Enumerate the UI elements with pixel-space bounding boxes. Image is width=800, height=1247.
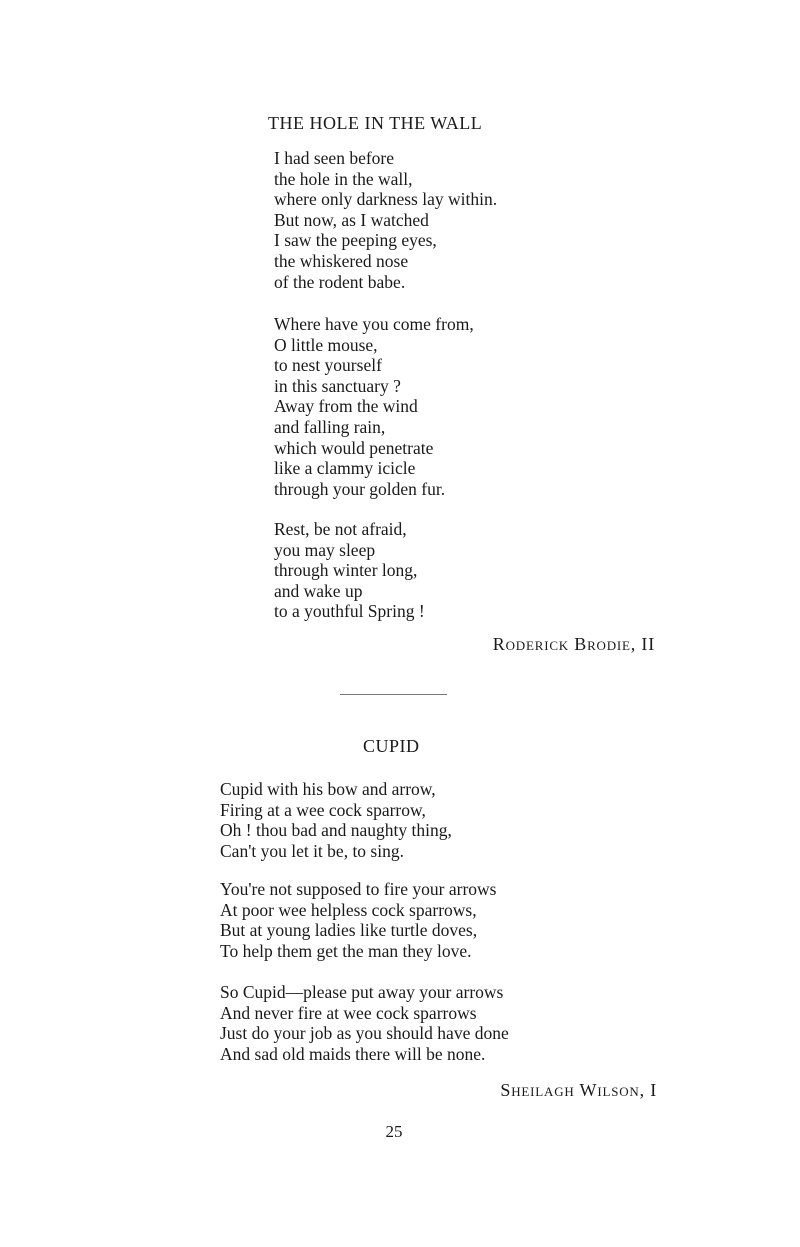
poem-line: and wake up bbox=[274, 580, 363, 601]
poem-stanza bbox=[274, 148, 497, 292]
poem-line: the hole in the wall, bbox=[274, 168, 413, 189]
poem-line: Cupid with his bow and arrow, bbox=[220, 779, 436, 799]
poem-line: O little mouse, bbox=[274, 334, 378, 355]
poem-line: where only darkness lay within. bbox=[274, 189, 498, 210]
poem-line: Away from the wind bbox=[274, 396, 418, 417]
poem-line: like a clammy icicle bbox=[274, 458, 416, 479]
poem-line: Where have you come from, bbox=[274, 314, 474, 334]
poem-line: through winter long, bbox=[274, 560, 418, 581]
poem-line: and falling rain, bbox=[274, 416, 386, 437]
poem-line: And sad old maids there will be none. bbox=[220, 1043, 486, 1064]
poem-line: to a youthful Spring ! bbox=[274, 601, 425, 622]
poem-line: through your golden fur. bbox=[274, 478, 446, 499]
section-divider bbox=[340, 694, 447, 695]
poem-line: Just do your job as you should have done bbox=[220, 1023, 509, 1044]
poem-line: to nest yourself bbox=[274, 355, 382, 376]
poem-line: At poor wee helpless cock sparrows, bbox=[220, 899, 477, 920]
poem-stanza bbox=[220, 779, 452, 861]
poem-line: of the rodent babe. bbox=[274, 271, 406, 292]
poem-title: THE HOLE IN THE WALL bbox=[268, 113, 483, 133]
poem-line: And never fire at wee cock sparrows bbox=[220, 1002, 477, 1023]
poem-line: Can't you let it be, to sing. bbox=[220, 840, 404, 861]
poem-line: Oh ! thou bad and naughty thing, bbox=[220, 820, 452, 841]
poem-line: I had seen before bbox=[274, 148, 395, 168]
poem-stanza bbox=[220, 879, 496, 961]
poem-line: in this sanctuary ? bbox=[274, 375, 401, 396]
poem-line: So Cupid—please put away your arrows bbox=[220, 982, 504, 1002]
poem-stanza bbox=[274, 519, 425, 622]
poem-line: To help them get the man they love. bbox=[220, 940, 472, 961]
poem-stanza bbox=[274, 314, 474, 499]
poem-line: But now, as I watched bbox=[274, 209, 429, 230]
poem-line: But at young ladies like turtle doves, bbox=[220, 920, 478, 941]
poem-author: Sheilagh Wilson, I bbox=[500, 1080, 657, 1100]
poem-line: you may sleep bbox=[274, 539, 376, 560]
poem-line: which would penetrate bbox=[274, 437, 434, 458]
poem-author: Roderick Brodie, II bbox=[492, 634, 655, 654]
poem-line: Rest, be not afraid, bbox=[274, 519, 407, 539]
page-number: 25 bbox=[385, 1122, 403, 1141]
poem-line: I saw the peeping eyes, bbox=[274, 230, 437, 251]
poem-line: You're not supposed to fire your arrows bbox=[220, 879, 497, 899]
poem-title: CUPID bbox=[363, 736, 420, 756]
poem-line: the whiskered nose bbox=[274, 250, 409, 271]
poem-line: Firing at a wee cock sparrow, bbox=[220, 799, 426, 820]
poem-stanza bbox=[220, 982, 509, 1064]
